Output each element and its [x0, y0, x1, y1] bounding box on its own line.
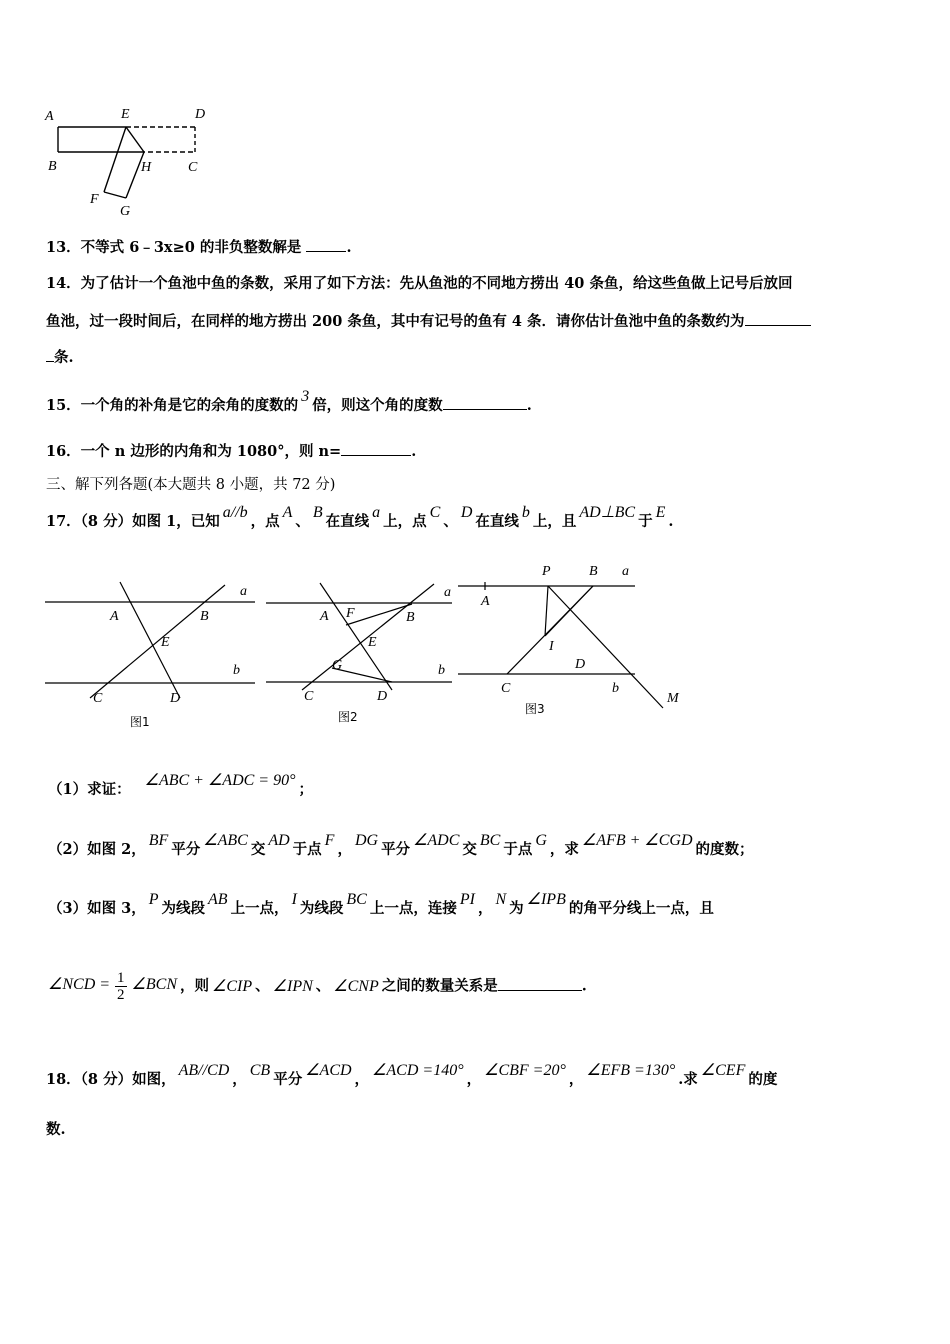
answer-blank[interactable] — [745, 311, 811, 326]
angle-IPN: ∠IPN — [272, 977, 313, 995]
angle-CIP: ∠CIP — [212, 977, 253, 995]
q14-end: 条. — [54, 349, 74, 366]
q17-t2: ，点 — [250, 513, 280, 530]
q17p3-m1: P — [148, 891, 159, 908]
q15-text-after: 倍，则这个角的度数 — [312, 397, 443, 414]
q18-m11: ∠EFB =130° — [586, 1062, 676, 1079]
figure-3 — [455, 558, 705, 718]
q15-end: . — [526, 397, 532, 414]
q18-t8: ， — [466, 1071, 482, 1088]
q17-m11: D — [460, 504, 473, 521]
q18-t10: ， — [568, 1071, 584, 1088]
q17-m13: b — [521, 504, 530, 521]
fig1-label-D: D — [170, 691, 181, 706]
q15-multiple: 3 — [301, 388, 310, 405]
q18-t0: 18．（8 分）如图， — [46, 1071, 176, 1088]
q17-m15: AD⊥BC — [579, 504, 636, 521]
q16-end: . — [411, 443, 417, 460]
q18-m5: ∠ACD — [305, 1062, 352, 1079]
q17-t16: 于 — [638, 513, 653, 530]
label-F: F — [90, 192, 99, 207]
q17p3b-end: . — [581, 977, 587, 995]
answer-blank[interactable] — [443, 395, 527, 410]
figure-2 — [262, 580, 462, 730]
fig3-caption: 图3 — [525, 702, 545, 716]
fig2-label-D: D — [377, 689, 388, 704]
question-16 — [46, 440, 416, 461]
q17-t18: . — [668, 513, 674, 530]
q17p3-t8: 上一点，连接 — [369, 900, 457, 917]
q15-text: 15．一个角的补角是它的余角的度数的 — [46, 397, 299, 414]
q17p2-m17: ∠AFB + ∠CGD — [581, 832, 693, 849]
q17-t6: 在直线 — [325, 513, 370, 530]
q17-m1: a//b — [222, 504, 248, 521]
fig1-label-C: C — [93, 691, 103, 706]
q17p2-m9: DG — [354, 832, 379, 849]
q17p2-t2: 平分 — [171, 841, 201, 858]
q17p3-t2: 为线段 — [161, 900, 206, 917]
q17p2-t18: 的度数； — [695, 841, 754, 858]
sep2: 、 — [315, 977, 331, 995]
q17p3-m5: I — [291, 891, 297, 908]
section-3-title: 三、解下列各题(本大题共 8 小题，共 72 分) — [46, 477, 336, 493]
fig2-label-B: B — [406, 610, 415, 625]
q17-m7: a — [372, 504, 381, 521]
answer-blank[interactable] — [341, 441, 411, 456]
q13-text: 13．不等式 — [46, 239, 125, 256]
fig3-label-B: B — [589, 564, 598, 579]
q13-inequality: 6﹣3x≥0 — [129, 239, 195, 256]
q18-m7: ∠ACD =140° — [372, 1062, 464, 1079]
q18-t2: ， — [232, 1071, 247, 1088]
label-G: G — [120, 204, 131, 219]
q17p3b-rhs: ∠BCN — [131, 975, 178, 993]
label-D: D — [195, 107, 206, 122]
q17p2-m7: F — [324, 832, 335, 849]
q17-t14: 上，且 — [532, 513, 577, 530]
q18-t6: ， — [354, 1071, 370, 1088]
fig1-label-E: E — [161, 635, 170, 650]
q17-m3: A — [282, 504, 293, 521]
q17p3b-tail: 之间的数量关系是 — [381, 977, 498, 995]
q17p3-t10: ， — [477, 900, 493, 917]
fig3-label-A: A — [481, 594, 490, 609]
figure-folded-rectangle — [40, 100, 220, 220]
question-14-line2 — [46, 310, 811, 331]
q17p1-expr: ∠ABC + ∠ADC = 90° — [144, 772, 296, 789]
question-17-part3-cont — [48, 970, 587, 1003]
question-17-part1 — [48, 772, 313, 799]
q17p2-t0: （2）如图 2， — [48, 841, 146, 858]
fig3-label-D: D — [575, 657, 586, 672]
q17p3-m7: BC — [346, 891, 367, 908]
sep1: 、 — [255, 977, 270, 995]
q18-m9: ∠CBF =20° — [484, 1062, 566, 1079]
figure-1 — [40, 580, 260, 735]
fig1-label-b: b — [233, 663, 240, 678]
q17-t12: 在直线 — [475, 513, 519, 530]
q18-m3: CB — [249, 1062, 271, 1079]
question-17-intro — [46, 504, 674, 531]
q18-t12: .求 — [678, 1071, 698, 1088]
angle-CNP: ∠CNP — [333, 977, 379, 995]
fig2-label-A: A — [320, 609, 329, 624]
fig3-label-a: a — [622, 564, 629, 579]
q17p1-t0: （1）求证： — [48, 781, 131, 798]
fig2-caption: 图2 — [338, 710, 358, 724]
q16-text: 16．一个 n 边形的内角和为 1080°，则 n= — [46, 443, 342, 460]
q17p2-t6: 于点 — [292, 841, 322, 858]
q14-text: 鱼池，过一段时间后，在同样的地方捞出 200 条鱼，其中有记号的鱼有 4 条．请你估计鱼池中鱼的条数约为 — [46, 313, 745, 330]
fig1-label-a: a — [240, 584, 247, 599]
q17-t10: 、 — [443, 513, 458, 530]
fig3-label-b: b — [612, 681, 619, 696]
q17p2-m15: G — [535, 832, 547, 849]
question-14-line1: 14．为了估计一个鱼池中鱼的条数，采用了如下方法：先从鱼池的不同地方捞出 40 条鱼，给这些鱼做上记号后放回 — [46, 275, 793, 292]
q17-t0: 17．（8 分）如图 1，已知 — [46, 513, 220, 530]
question-17-part3 — [48, 891, 714, 918]
answer-blank[interactable] — [498, 976, 582, 991]
fig2-label-F: F — [346, 606, 355, 621]
fig3-label-C: C — [501, 681, 511, 696]
fraction-one-half — [115, 970, 127, 1003]
q17p3-t14: 的角平分线上一点，且 — [568, 900, 714, 917]
q17p2-t10: 平分 — [381, 841, 411, 858]
q17p3-t6: 为线段 — [299, 900, 344, 917]
q17p3-t12: 为 — [509, 900, 524, 917]
q17p2-t12: 交 — [462, 841, 477, 858]
fig3-label-P: P — [542, 564, 551, 579]
answer-blank[interactable] — [306, 237, 346, 252]
label-E: E — [121, 107, 130, 122]
fraction-num: 1 — [117, 970, 125, 986]
q17p2-m1: BF — [148, 832, 169, 849]
label-B: B — [48, 159, 57, 174]
q17p3-t0: （3）如图 3， — [48, 900, 146, 917]
q17p2-m5: AD — [268, 832, 290, 849]
q17p2-t14: 于点 — [503, 841, 533, 858]
q17-m17: E — [655, 504, 666, 521]
q17p3-m11: N — [495, 891, 507, 908]
fig2-label-a: a — [444, 585, 451, 600]
q18-t14: 的度 — [748, 1071, 778, 1088]
q17p2-t4: 交 — [250, 841, 266, 858]
fraction-den: 2 — [117, 987, 125, 1003]
q18-m13: ∠CEF — [700, 1062, 746, 1079]
fig2-label-E: E — [368, 635, 377, 650]
question-18-line2: 数. — [46, 1121, 66, 1138]
q17p3-m13: ∠IPB — [526, 891, 566, 908]
q17p3-t4: 上一点， — [230, 900, 289, 917]
label-A: A — [45, 109, 54, 124]
q17p2-m13: BC — [479, 832, 501, 849]
q18-m1: AB//CD — [178, 1062, 230, 1079]
q13-end: . — [346, 239, 352, 256]
q17p1-end: ； — [298, 781, 313, 798]
q18-t4: 平分 — [273, 1071, 303, 1088]
question-15 — [46, 388, 532, 415]
fig3-label-I: I — [549, 639, 554, 654]
q17-t8: 上，点 — [383, 513, 427, 530]
question-18 — [46, 1062, 778, 1089]
fig1-caption: 图1 — [130, 715, 150, 729]
fig2-label-C: C — [304, 689, 314, 704]
q17p2-t8: ， — [337, 841, 352, 858]
fig2-label-G: G — [332, 658, 343, 673]
q17-m5: B — [312, 504, 323, 521]
fig2-label-b: b — [438, 663, 445, 678]
fig1-label-A: A — [110, 609, 119, 624]
fig1-label-B: B — [200, 609, 209, 624]
label-H: H — [141, 160, 152, 175]
answer-blank-cont[interactable] — [46, 347, 54, 362]
q17p2-m3: ∠ABC — [203, 832, 248, 849]
label-C: C — [188, 160, 198, 175]
question-17-part2 — [48, 832, 754, 859]
q17p2-t16: ，求 — [549, 841, 579, 858]
q17-m9: C — [429, 504, 441, 521]
q17-t4: 、 — [295, 513, 310, 530]
q17p3-m3: AB — [208, 891, 228, 908]
q17p2-m11: ∠ADC — [413, 832, 460, 849]
question-14-line3 — [46, 346, 74, 367]
q13-text-after: 的非负整数解是 — [199, 239, 302, 256]
q17p3b-mid: ，则 — [180, 977, 210, 995]
question-13 — [46, 236, 352, 257]
q17p3-m9: PI — [459, 891, 475, 908]
q17p3b-lhs: ∠NCD = — [48, 975, 111, 993]
fig3-label-M: M — [667, 691, 679, 706]
